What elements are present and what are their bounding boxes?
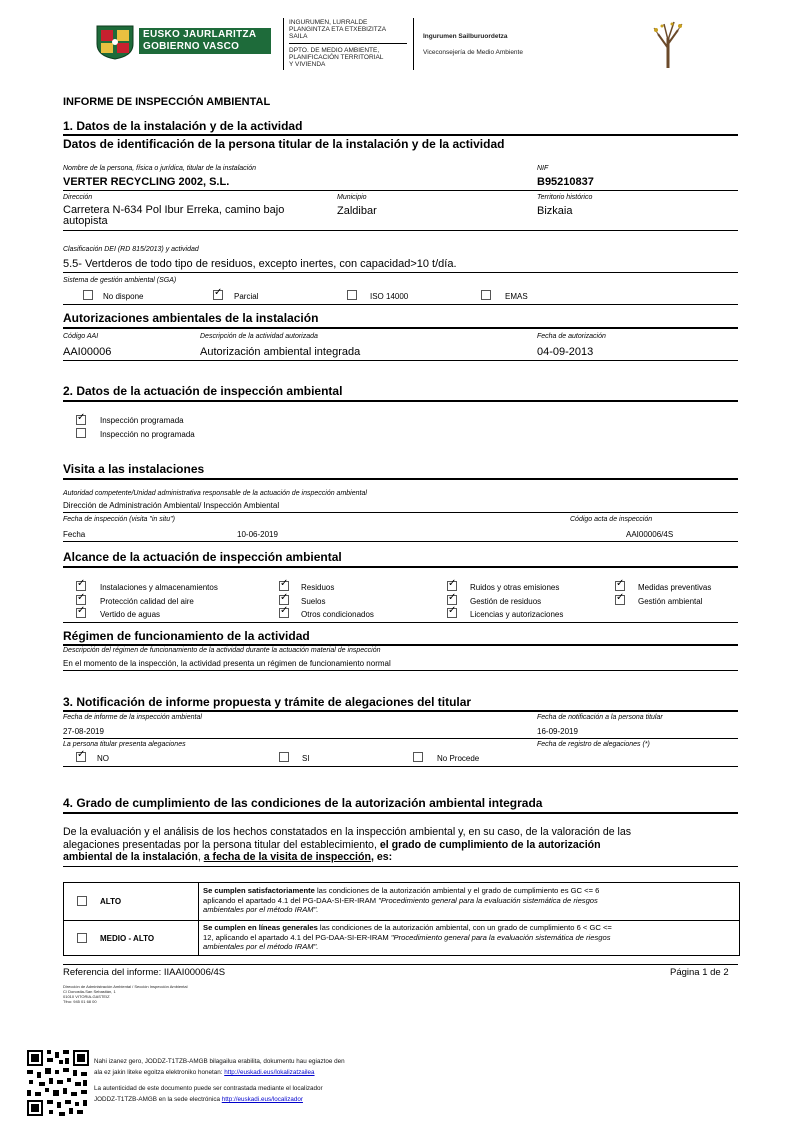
sga-label-iso: ISO 14000 (370, 292, 409, 301)
coat-of-arms-icon (93, 22, 137, 60)
allegations-yes-checkbox[interactable] (279, 752, 289, 762)
divider (63, 478, 738, 480)
qr-code-icon (27, 1050, 89, 1116)
scope-checkbox[interactable] (279, 581, 289, 591)
authority-value: Dirección de Administración Ambiental/ Inspección Ambiental (63, 501, 280, 510)
allegations-na-label: No Procede (437, 754, 480, 763)
nif-label: NIF (537, 165, 549, 172)
vice-es: Viceconsejería de Medio Ambiente (423, 49, 523, 56)
divider (63, 512, 738, 513)
inspection-unprogrammed-checkbox[interactable] (76, 428, 86, 438)
scope-checkbox[interactable] (447, 608, 457, 618)
verification-text: Nahi izanez gero, JODDZ-T1TZB-AMGB bilagailua erabilita, dokumentu hau egiaztoe den ala ez jakin liteke egoitza elektroniko honetan: http://euskadi.eus/lokalizatzailea La autenticidad de este documento puede ser contrastada mediante el localizador JODDZ-T1TZB-AMGB en la sede electrónica http://euskadi.eus/localizador (94, 1058, 345, 1103)
inspection-programmed-checkbox[interactable] (76, 415, 86, 425)
gov-name-eu: EUSKO JAURLARITZA (143, 29, 257, 40)
section-2-title: 2. Datos de la actuación de inspección ambiental (63, 384, 343, 398)
scope-checkbox[interactable] (279, 595, 289, 605)
visit-title: Visita a las instalaciones (63, 462, 205, 476)
regime-label: Descripción del régimen de funcionamiento de la actividad durante la actuación material de inspección (63, 647, 381, 654)
auth-desc-value: Autorización ambiental integrada (200, 346, 361, 358)
divider (63, 134, 738, 136)
gov-name-es: GOBIERNO VASCO (143, 41, 240, 52)
sga-checkbox-partial[interactable] (213, 290, 223, 300)
scope-title: Alcance de la actuación de inspección ambiental (63, 550, 342, 564)
section-3-title: 3. Notificación de informe propuesta y trámite de alegaciones del titular (63, 695, 472, 709)
sga-label: Sistema de gestión ambiental (SGA) (63, 277, 177, 284)
scope-checkbox[interactable] (447, 581, 457, 591)
allegations-no-checkbox[interactable] (76, 752, 86, 762)
auth-code-label: Código AAI (63, 333, 99, 340)
sga-label-none: No dispone (103, 292, 144, 301)
holder-label: Nombre de la persona, física o jurídica, titular de la instalación (63, 165, 256, 172)
scope-checkbox[interactable] (76, 581, 86, 591)
scope-label: Gestión ambiental (638, 597, 703, 606)
grade-checkbox-alto[interactable] (77, 896, 87, 906)
report-reference: Referencia del informe: IIAAI00006/4S (63, 967, 226, 978)
scope-checkbox[interactable] (615, 581, 625, 591)
scope-checkbox[interactable] (615, 595, 625, 605)
date-prefix: Fecha (63, 530, 86, 539)
divider (63, 766, 738, 767)
footer-address: Dirección de Administración Ambiental / Sección Inspección Ambiental C/ Donostia-San Sebastián, 1 01010 VITORIA-GASTEIZ Tfno: 945 01 68 00 (63, 984, 188, 1004)
sga-label-partial: Parcial (234, 292, 259, 301)
scope-label: Residuos (301, 583, 335, 592)
regime-value: En el momento de la inspección, la actividad presenta un régimen de funcionamiento normal (63, 659, 391, 668)
sga-label-emas: EMAS (505, 292, 528, 301)
divider (63, 566, 738, 568)
section-4-intro: De la evaluación y el análisis de los hechos constatados en la inspección ambiental y, en su caso, de la valoración de las alegaciones presentadas por la persona titular del establecimiento, el grado de cumplimiento de la autorización ambiental de la instalación, a fecha de la visita de inspección, es: (63, 826, 632, 863)
divider (63, 670, 738, 671)
grade-desc-alto: Se cumplen satisfactoriamente las condiciones de la autorización ambiental y el grado de cumplimiento es GC <= 6 aplicando el apartado 4.1 del PG-DAA-SI-ER-IRAM "Procedimiento general para la evaluación sistemática de riesgos ambientales por el método IRAM". (203, 886, 600, 914)
auth-title: Autorizaciones ambientales de la instalación (63, 311, 319, 325)
dei-label: Clasificación DEI (RD 815/2013) y actividad (63, 246, 199, 253)
vice-eu: Ingurumen Sailburuordetza (423, 33, 508, 40)
report-date-value: 27-08-2019 (63, 727, 104, 736)
scope-label: Ruidos y otras emisiones (470, 583, 560, 592)
divider (63, 622, 738, 623)
page-number: Página 1 de 2 (670, 967, 729, 978)
tree-icon (648, 18, 688, 70)
dei-value: 5.5- Vertderos de todo tipo de residuos, excepto inertes, con capacidad>10 t/día. (63, 258, 457, 270)
scope-checkbox[interactable] (279, 608, 289, 618)
sga-checkbox-none[interactable] (83, 290, 93, 300)
divider (63, 738, 738, 739)
section-1-title: 1. Datos de la instalación y de la actividad (63, 119, 303, 133)
authority-label: Autoridad competente/Unidad administrativa responsable de la actuación de inspección ambiental (63, 490, 367, 497)
holder-value: VERTER RECYCLING 2002, S.L. (63, 176, 230, 188)
inspection-date-value: 10-06-2019 (237, 530, 278, 539)
scope-label: Protección calidad del aire (100, 597, 194, 606)
scope-label: Licencias y autorizaciones (470, 610, 564, 619)
sga-checkbox-emas[interactable] (481, 290, 491, 300)
grade-desc-medio-alto: Se cumplen en líneas generales las condiciones de la autorización ambiental, con un grado de cumplimiento 6 < GC <= 12, aplicando el apartado 4.1 del PG-DAA-SI-ER-IRAM "Procedimiento general para la evaluación sistemática de riesgos ambientales por el método IRAM". (203, 923, 612, 951)
territory-label: Territorio histórico (537, 194, 593, 201)
grades-table (63, 882, 740, 956)
scope-label: Instalaciones y almacenamientos (100, 583, 218, 592)
municipality-label: Municipio (337, 194, 367, 201)
scope-label: Gestión de residuos (470, 597, 542, 606)
scope-label: Suelos (301, 597, 326, 606)
department-eu: INGURUMEN, LURRALDE PLANGINTZA ETA ETXEBIZITZA SAILA (289, 19, 387, 40)
divider (63, 400, 738, 402)
auth-date-value: 04-09-2013 (537, 346, 594, 358)
allegations-yes-label: SI (302, 754, 310, 763)
inspection-date-label: Fecha de inspección (visita "in situ") (63, 516, 175, 523)
nif-value: B95210837 (537, 176, 594, 188)
allegations-na-checkbox[interactable] (413, 752, 423, 762)
divider (63, 327, 738, 329)
document-title: INFORME DE INSPECCIÓN AMBIENTAL (63, 96, 271, 108)
auth-date-label: Fecha de autorización (537, 333, 606, 340)
divider (63, 304, 738, 305)
regime-title: Régimen de funcionamiento de la actividad (63, 629, 310, 643)
notification-label: Fecha de notificación a la persona titular (537, 714, 663, 721)
scope-label: Vertido de aguas (100, 610, 161, 619)
header-divider-1 (283, 18, 284, 70)
allegations-no-label: NO (97, 754, 109, 763)
scope-label: Medidas preventivas (638, 583, 712, 592)
allegations-label: La persona titular presenta alegaciones (63, 741, 186, 748)
scope-checkbox[interactable] (447, 595, 457, 605)
divider (63, 866, 738, 867)
auth-code-value: AAI00006 (63, 346, 112, 358)
divider (63, 812, 738, 814)
divider (63, 644, 738, 646)
grade-label-alto: ALTO (100, 897, 122, 906)
divider (63, 710, 738, 712)
address-value: Carretera N-634 Pol Ibur Erreka, camino bajo autopista (63, 204, 285, 227)
divider (63, 360, 738, 361)
sga-checkbox-iso[interactable] (347, 290, 357, 300)
section-4-title: 4. Grado de cumplimiento de las condiciones de la autorización ambiental integrada (63, 796, 543, 810)
allegations-date-label: Fecha de registro de alegaciones (*) (537, 741, 650, 748)
divider (63, 964, 738, 965)
inspection-programmed-label: Inspección programada (100, 416, 184, 425)
report-date-label: Fecha de informe de la inspección ambiental (63, 714, 202, 721)
scope-checkbox[interactable] (76, 595, 86, 605)
scope-checkbox[interactable] (76, 608, 86, 618)
header-divider-h (289, 43, 407, 44)
act-code-value: AAI00006/4S (626, 530, 674, 539)
grade-label-medio-alto: MEDIO - ALTO (100, 934, 155, 943)
act-code-label: Código acta de inspección (570, 516, 653, 523)
divider (63, 272, 738, 273)
inspection-unprogrammed-label: Inspección no programada (100, 430, 195, 439)
header-divider-2 (413, 18, 414, 70)
department-es: DPTO. DE MEDIO AMBIENTE, PLANIFICACIÓN TERRITORIAL Y VIVIENDA (289, 47, 384, 68)
gobierno-vasco-logo (93, 22, 271, 60)
section-1-subtitle: Datos de identificación de la persona titular de la instalación y de la actividad (63, 137, 505, 151)
divider (63, 190, 738, 191)
verification-link-es[interactable]: http://euskadi.eus/localizador (221, 1096, 303, 1103)
address-label: Dirección (63, 194, 93, 201)
notification-date-value: 16-09-2019 (537, 727, 578, 736)
territory-value: Bizkaia (537, 205, 573, 217)
auth-desc-label: Descripción de la actividad autorizada (200, 333, 318, 340)
divider (63, 230, 738, 231)
scope-label: Otros condicionados (301, 610, 374, 619)
grade-checkbox-medio-alto[interactable] (77, 933, 87, 943)
verification-link-eu[interactable]: http://euskadi.eus/lokalizatzailea (224, 1069, 315, 1076)
municipality-value: Zaldibar (337, 205, 377, 217)
divider (63, 541, 738, 542)
